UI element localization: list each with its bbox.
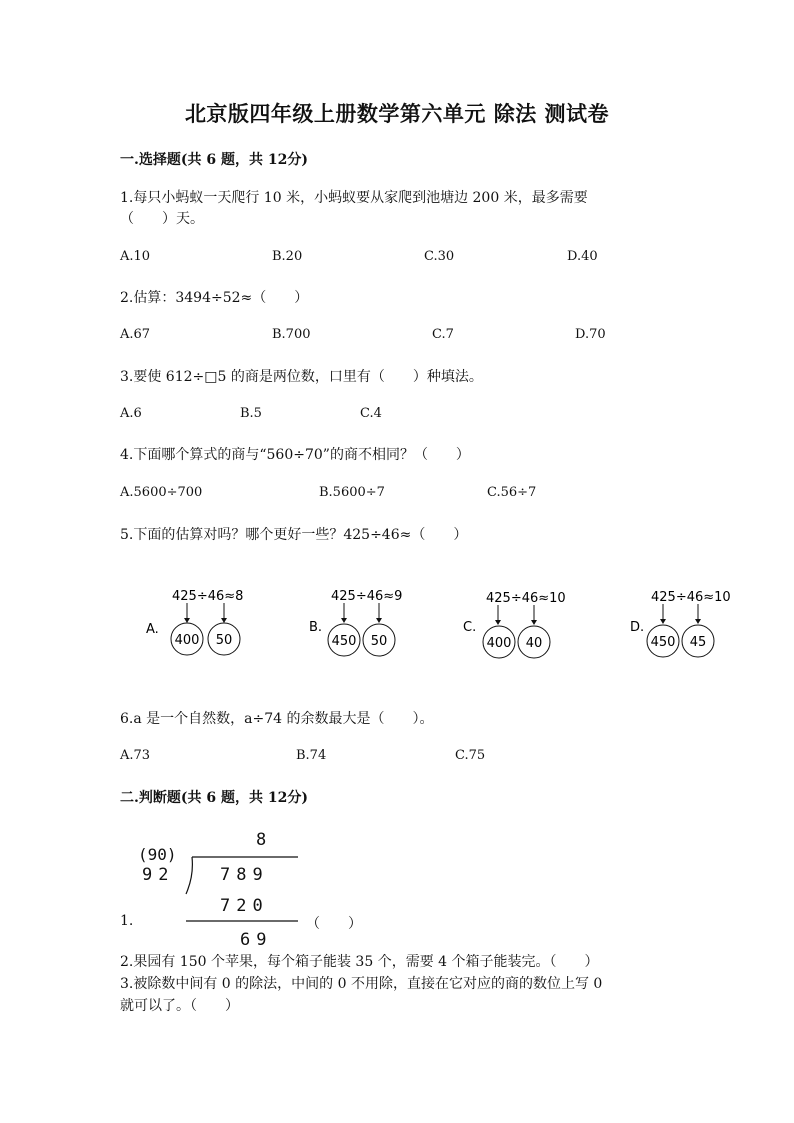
circle-number: 50 [370,634,388,649]
q4-option-c: C.56÷7 [487,485,537,500]
q1-option-d: D.40 [567,249,598,264]
division-quotient: 8 [256,830,273,850]
question-1-line-2: （ ）天。 [120,211,204,227]
figure-expression: 425÷46≈10 [651,590,731,605]
circle-number: 450 [650,635,676,650]
figure-letter: D. [630,620,645,635]
judgement-1-number: 1. [120,913,134,929]
page-title: 北京版四年级上册数学第六单元 除法 测试卷 [184,101,610,126]
section-heading-judgement: 二.判断题(共 6 题，共 12分) [120,790,308,806]
q3-option-b: B.5 [240,406,262,421]
figure-letter: A. [146,622,159,637]
circle-number: 40 [525,636,543,651]
question-6: 6.a 是一个自然数，a÷74 的余数最大是（ ）。 [120,711,434,727]
question-5: 5.下面的估算对吗？哪个更好一些？425÷46≈（ ） [120,527,468,543]
division-dividend: 789 [220,865,269,885]
q6-option-a: A.73 [120,748,151,763]
q5-figure-c [459,582,599,662]
q2-option-c: C.7 [432,327,454,342]
judgement-3-line-2: 就可以了。（ ） [120,998,239,1014]
q3-option-c: C.4 [360,406,382,421]
q1-option-a: A.10 [120,249,151,264]
figure-expression: 425÷46≈10 [486,591,566,606]
question-1-line-1: 1.每只小蚂蚁一天爬行 10 米，小蚂蚁要从家爬到池塘边 200 米，最多需要 [120,190,588,206]
q5-figure-a [140,582,270,662]
q6-option-c: C.75 [455,748,486,763]
circle-number: 45 [689,635,707,650]
division-product: 720 [220,896,269,916]
q2-option-b: B.700 [272,327,311,342]
q5-figure-b [303,582,433,662]
division-divisor: 92 [142,865,175,885]
figure-letter: B. [309,620,323,635]
q2-option-d: D.70 [575,327,606,342]
figure-letter: C. [463,620,477,635]
judgement-3-line-1: 3.被除数中间有 0 的除法，中间的 0 不用除，直接在它对应的商的数位上写 0 [120,976,603,992]
circle-number: 400 [486,636,512,651]
q1-option-b: B.20 [272,249,303,264]
judgement-1-bracket: （ ） [306,916,362,932]
section-heading-choice: 一.选择题(共 6 题，共 12分) [120,152,308,168]
q3-option-a: A.6 [120,406,142,421]
q1-option-c: C.30 [424,249,455,264]
q4-option-a: A.5600÷700 [120,485,203,500]
figure-expression: 425÷46≈8 [172,589,244,604]
circle-number: 450 [331,634,357,649]
question-3: 3.要使 612÷□5 的商是两位数，口里有（ ）种填法。 [120,369,483,385]
q5-figure-d [626,582,766,662]
division-estimate-hint: (90) [138,845,177,864]
figure-expression: 425÷46≈9 [331,589,403,604]
division-bracket [170,850,310,930]
q2-option-a: A.67 [120,327,151,342]
division-remainder: 69 [240,930,273,950]
question-2: 2.估算：3494÷52≈（ ） [120,290,309,306]
question-4: 4.下面哪个算式的商与“560÷70”的商不相同？（ ） [120,447,470,463]
circle-number: 50 [215,633,233,648]
circle-number: 400 [174,633,200,648]
q4-option-b: B.5600÷7 [319,485,385,500]
q6-option-b: B.74 [296,748,327,763]
judgement-2: 2.果园有 150 个苹果，每个箱子能装 35 个，需要 4 个箱子能装完。（ ） [120,954,599,970]
